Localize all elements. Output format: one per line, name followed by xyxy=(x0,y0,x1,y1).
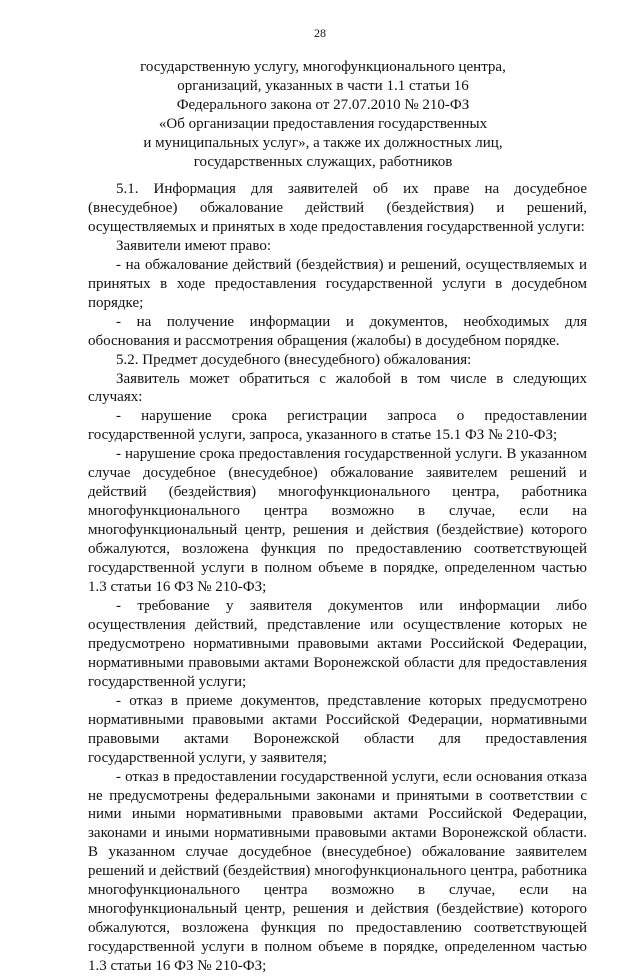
heading-line: Федерального закона от 27.07.2010 № 210-ФЗ xyxy=(176,97,470,113)
heading-line: государственную услугу, многофункционального центра, xyxy=(140,59,506,75)
paragraph-5-2: 5.2. Предмет досудебного (внесудебного) обжалования: xyxy=(116,351,472,368)
section-heading xyxy=(88,58,558,172)
heading-line: и муниципальных услуг», а также их должностных лиц, xyxy=(143,135,503,151)
heading-line: «Об организации предоставления государственных xyxy=(158,116,488,132)
heading-line: государственных служащих, работников xyxy=(193,154,453,170)
paragraph-case-service-term: - нарушение срока предоставления государственной услуги. В указанном случае досудебное (внесудебное) обжалование заявителем решений и действий (бездействия) многофункционального центра, работника многофункционального центра возможно в случае, если на многофункциональный центр, решения и действия (бездействие) которого обжалуются, возложена функция по предоставлению соответствующей государственной услуги в полном объеме в порядке, определенном частью 1.3 статьи 16 ФЗ № 210-ФЗ; xyxy=(88,446,587,596)
heading-line: организаций, указанных в части 1.1 статьи 16 xyxy=(177,78,469,94)
paragraph-case-service-refusal: - отказ в предоставлении государственной услуги, если основания отказа не предусмотрены федеральными законами и принятыми в соответствии с ними иными нормативными правовыми актами Российской Федерации, законами и иными нормативными правовыми актами Воронежской области. В указанном случае досудебное (внесудебное) обжалование заявителем решений и действий (бездействия) многофункционального центра, работника многофункционального центра возможно в случае, если на многофункциональный центр, решения и действия (бездействие) которого обжалуются, возложена функция по предоставлению соответствующей государственной услуги в полном объеме в порядке, определенном частью 1.3 статьи 16 ФЗ № 210-ФЗ; xyxy=(88,768,587,975)
paragraph-case-registration-term: - нарушение срока регистрации запроса о предоставлении государственной услуги, запроса, указанного в статье 15.1 ФЗ № 210-ФЗ; xyxy=(88,408,587,444)
paragraph-right-appeal: - на обжалование действий (бездействия) и решений, осуществляемых и принятых в ходе предоставления государственной услуги в досудебном порядке; xyxy=(88,256,587,311)
paragraph-case-document-refusal: - отказ в приеме документов, представление которых предусмотрено нормативными правовыми актами Российской Федерации, нормативными правовыми актами Воронежской области для предоставления государственной услуги, у заявителя; xyxy=(88,692,587,766)
paragraph-rights-intro: Заявители имеют право: xyxy=(116,237,271,254)
document-body xyxy=(88,180,587,976)
paragraph-5-1: 5.1. Информация для заявителей об их праве на досудебное (внесудебное) обжалование действий (бездействия) и решений, осуществляемых и принятых в ходе предоставления государственной услуги: xyxy=(88,181,587,235)
paragraph-case-extra-documents: - требование у заявителя документов или информации либо осуществления действий, представление или осуществление которых не предусмотрено нормативными правовыми актами Российской Федерации, нормативными правовыми актами Воронежской области для предоставления государственной услуги; xyxy=(88,597,587,690)
paragraph-right-information: - на получение информации и документов, необходимых для обоснования и рассмотрения обращения (жалобы) в досудебном порядке. xyxy=(88,313,587,349)
paragraph-cases-intro: Заявитель может обратиться с жалобой в том числе в следующих случаях: xyxy=(88,370,587,406)
page-number: 28 xyxy=(314,26,326,40)
